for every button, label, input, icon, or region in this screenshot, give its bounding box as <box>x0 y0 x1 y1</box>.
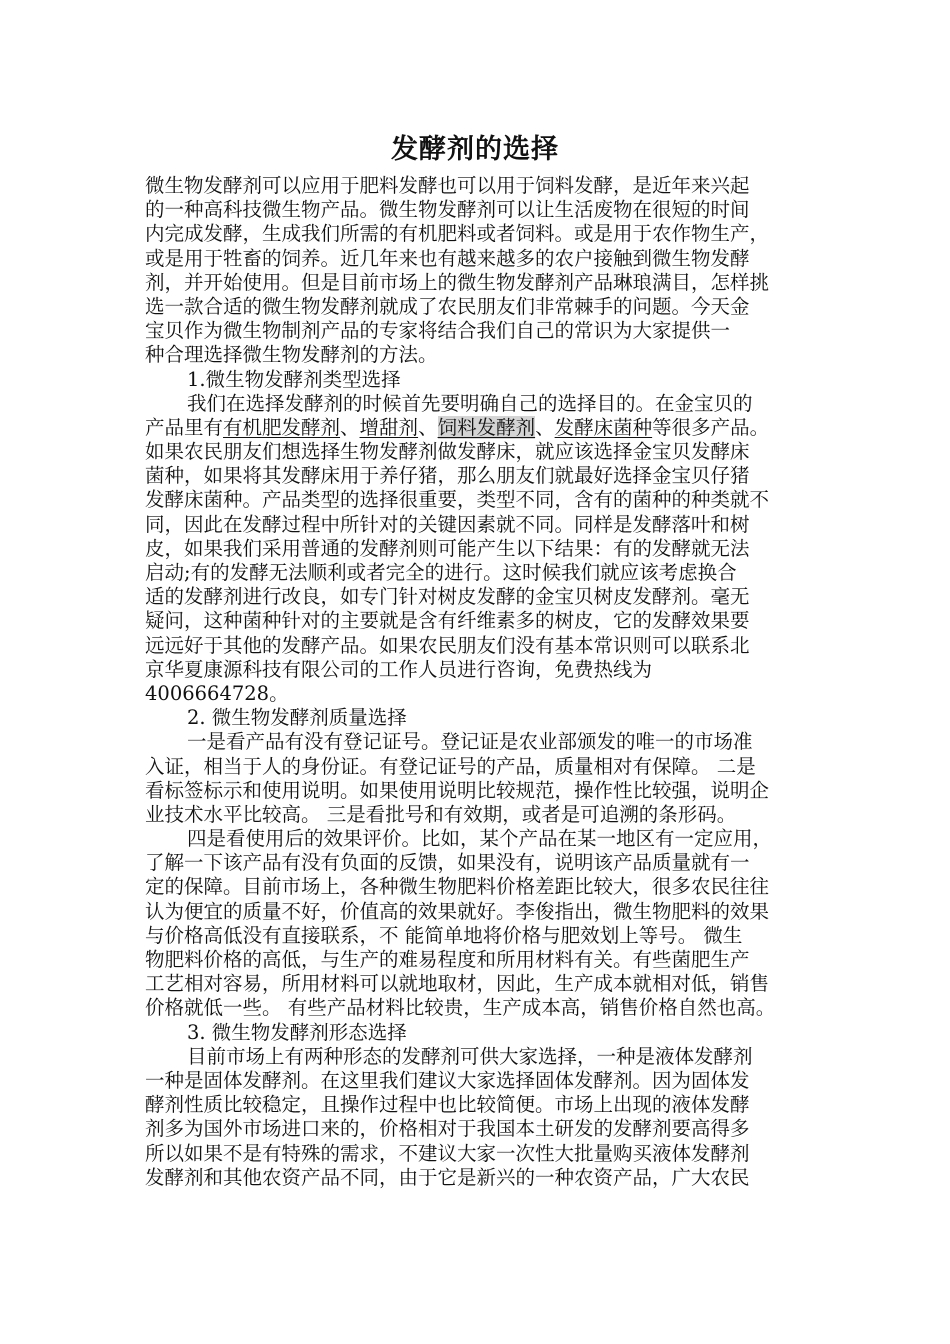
text-line: 皮，如果我们采用普通的发酵剂则可能产生以下结果：有的发酵就无法 <box>145 536 750 560</box>
text-line: 认为便宜的质量不好，价值高的效果就好。李俊指出，微生物肥料的效果 <box>145 899 770 923</box>
text-line: 疑问，这种菌种针对的主要就是含有纤维素多的树皮，它的发酵效果要 <box>145 609 750 633</box>
hotline-number: 4006664728。 <box>145 681 289 705</box>
text-line: 剂多为国外市场进口来的，价格相对于我国本土研发的发酵剂要高得多 <box>145 1117 750 1141</box>
text-line: 种合理选择微生物发酵剂的方法。 <box>145 343 438 367</box>
text-line: 菌种，如果将其发酵床用于养仔猪，那么朋友们就最好选择金宝贝仔猪 <box>145 464 750 488</box>
text-line: 看标签标示和使用说明。如果使用说明比较规范，操作性比较强，说明企 <box>145 778 770 802</box>
text-line: 业技术水平比较高。 三是看批号和有效期，或者是可追溯的条形码。 <box>145 802 737 826</box>
separator: 、 <box>418 415 438 439</box>
product-links-line <box>145 416 835 440</box>
text-line: 一种是固体发酵剂。在这里我们建议大家选择固体发酵剂。因为固体发 <box>145 1068 750 1092</box>
section-heading-type: 1.微生物发酵剂类型选择 <box>187 367 401 391</box>
separator: 、 <box>535 415 555 439</box>
text-line: 发酵剂和其他农资产品不同，由于它是新兴的一种农资产品，广大农民 <box>145 1165 750 1189</box>
text-line: 或是用于牲畜的饲养。近几年来也有越来越多的农户接触到微生物发酵 <box>145 246 750 270</box>
section-quality-paragraph-1 <box>145 730 835 827</box>
section-form-paragraph <box>145 1045 835 1190</box>
text-line: 目前市场上有两种形态的发酵剂可供大家选择，一种是液体发酵剂 <box>187 1044 753 1068</box>
text-line: 微生物发酵剂可以应用于肥料发酵也可以用于饲料发酵，是近年来兴起 <box>145 174 750 197</box>
text-line: 物肥料价格的高低，与生产的难易程度和所用材料有关。有些菌肥生产 <box>145 948 750 971</box>
text-segment: 等很多产品。 <box>652 415 770 439</box>
text-line: 价格就低一些。 有些产品材料比较贵，生产成本高，销售价格自然也高。 <box>145 996 776 1020</box>
link-feed-starter[interactable]: 饲料发酵剂 <box>437 415 536 439</box>
text-line: 与价格高低没有直接联系，不 能简单地将价格与肥效划上等号。 微生 <box>145 923 743 947</box>
section-heading-form: 3. 微生物发酵剂形态选择 <box>187 1020 407 1044</box>
text-line: 入证，相当于人的身份证。有登记证号的产品，质量相对有保障。 二是 <box>145 754 756 778</box>
intro-paragraph <box>145 174 835 368</box>
text-line: 发酵床菌种。产品类型的选择很重要，类型不同，含有的菌种的种类就不 <box>145 488 770 512</box>
text-line: 一是看产品有没有登记证号。登记证是农业部颁发的唯一的市场准 <box>187 730 753 754</box>
link-fermentation-bed-culture[interactable]: 发酵床菌种 <box>554 415 653 439</box>
text-line: 所以如果不是有特殊的需求，不建议大家一次性大批量购买液体发酵剂 <box>145 1141 750 1165</box>
page-title: 发酵剂的选择 <box>391 134 559 165</box>
text-line: 京华夏康源科技有限公司的工作人员进行咨询，免费热线为 <box>145 657 653 681</box>
text-line: 适的发酵剂进行改良，如专门针对树皮发酵的金宝贝树皮发酵剂。毫无 <box>145 585 750 609</box>
text-line: 启动;有的发酵无法顺利或者完全的进行。这时候我们就应该考虑换合 <box>145 561 737 584</box>
link-organic-fertilizer-starter[interactable]: 有机肥发酵剂 <box>223 415 341 439</box>
text-line: 内完成发酵，生成我们所需的有机肥料或者饲料。或是用于农作物生产， <box>145 222 770 246</box>
text-line: 我们在选择发酵剂的时候首先要明确自己的选择目的。在金宝贝的 <box>187 391 753 415</box>
text-line: 定的保障。目前市场上，各种微生物肥料价格差距比较大，很多农民往往 <box>145 875 770 899</box>
text-line: 四是看使用后的效果评价。比如，某个产品在某一地区有一定应用， <box>187 827 773 851</box>
section-heading-quality: 2. 微生物发酵剂质量选择 <box>187 706 407 730</box>
text-line: 的一种高科技微生物产品。微生物发酵剂可以让生活废物在很短的时间 <box>145 198 750 222</box>
separator: 、 <box>340 415 360 439</box>
document-body <box>145 174 835 1190</box>
text-line: 了解一下该产品有没有负面的反馈，如果没有，说明该产品质量就有一 <box>145 851 750 875</box>
section-type-paragraph <box>145 392 835 706</box>
text-line: 工艺相对容易，所用材料可以就地取材，因此，生产成本就相对低，销售 <box>145 972 770 996</box>
text-line: 远远好于其他的发酵产品。如果农民朋友们没有基本常识则可以联系北 <box>145 633 750 657</box>
link-sweetener[interactable]: 增甜剂 <box>359 415 419 439</box>
text-line: 如果农民朋友们想选择生物发酵剂做发酵床，就应该选择金宝贝发酵床 <box>145 440 750 464</box>
text-line: 剂，并开始使用。但是目前市场上的微生物发酵剂产品琳琅满目，怎样挑 <box>145 270 770 294</box>
text-line: 选一款合适的微生物发酵剂就成了农民朋友们非常棘手的问题。今天金 <box>145 294 750 318</box>
text-line: 同，因此在发酵过程中所针对的关键因素就不同。同样是发酵落叶和树 <box>145 512 750 536</box>
text-segment: 产品里有 <box>145 415 224 439</box>
section-quality-paragraph-2 <box>145 827 835 1021</box>
text-line: 酵剂性质比较稳定，且操作过程中也比较简便。市场上出现的液体发酵 <box>145 1093 750 1117</box>
text-line: 宝贝作为微生物制剂产品的专家将结合我们自己的常识为大家提供一 <box>145 319 731 343</box>
